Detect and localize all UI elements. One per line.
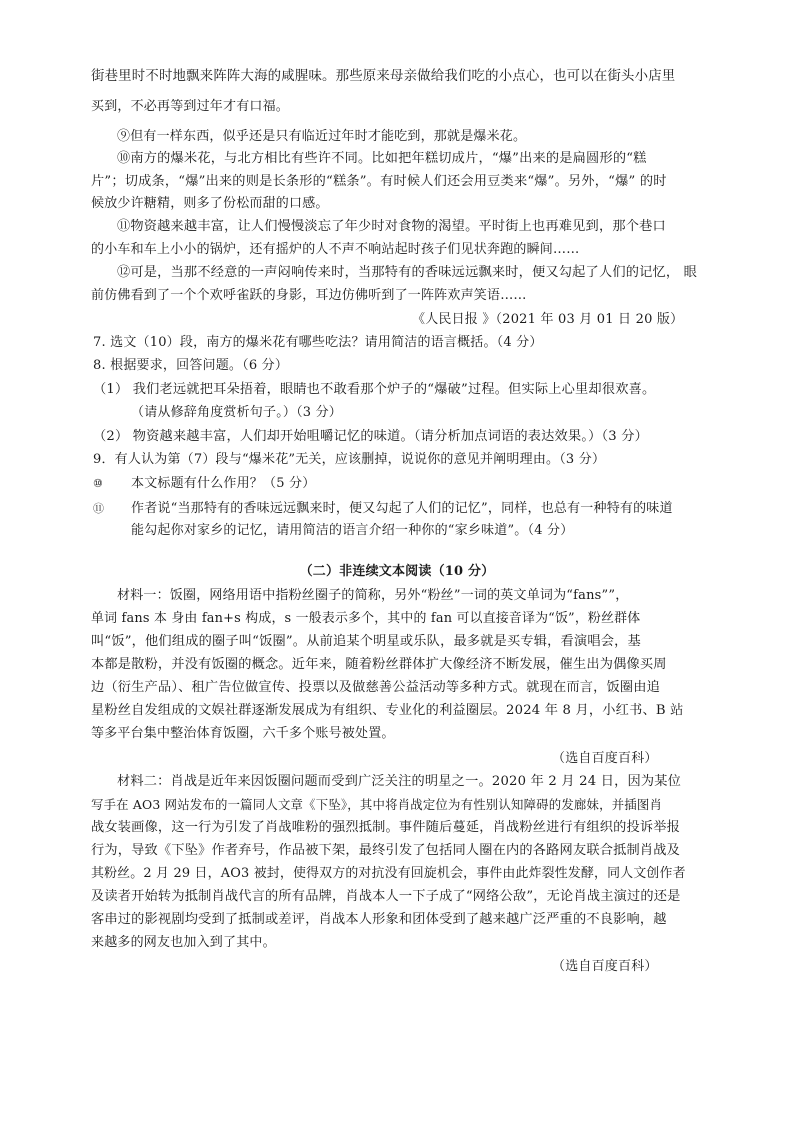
passage-paragraph-line: 前仿佛看到了一个个欢呼雀跃的身影，耳边仿佛听到了一阵阵欢声笑语……	[91, 288, 527, 303]
passage-paragraph-line: 买到，不必再等到过年才有口福。	[91, 99, 290, 114]
passage-paragraph-line: 候放少许糖精，则多了份松而甜的口感。	[91, 196, 329, 211]
passage-paragraph-line: 的小车和车上小小的锅炉，还有摇炉的人不声不响站起时孩子们见状奔跑的瞬间……	[91, 242, 580, 257]
material-1-line: 材料一：饭圈，网络用语中指粉丝圈子的简称，另外“粉丝”一词的英文单词为“fans””，	[117, 588, 629, 603]
question-11-line: 能勾起你对家乡的记忆，请用简洁的语言介绍一种你的“家乡味道”。（4 分）	[131, 523, 574, 538]
material-1-line: 单词 fans 本 身由 fan+s 构成，s 一般表示多个，其中的 fan 可以直接音译为“饭”，粉丝群体	[91, 611, 641, 626]
material-1-line: 本都是散粉，并没有饭圈的概念。近年来，随着粉丝群体扩大像经济不断发展，催生出为偶像买周	[91, 657, 667, 672]
question-11-line: 作者说“当那特有的香味远远飘来时，便又勾起了人们的记忆”，同样，也总有一种特有的味道	[131, 501, 673, 516]
question-9: 9．有人认为第（7）段与“爆米花”无关，应该删掉，说说你的意见并阐明理由。（3 分）	[93, 452, 606, 467]
passage-paragraph-line: 片”；切成条，“爆”出来的则是长条形的“糕条”。有时候人们还会用豆类来“爆”。另外，“爆” 的时	[91, 174, 667, 189]
material-1-line: 星粉丝自发组成的文娱社群逐渐发展成为有组织、专业化的利益圈层。2024 年 8 月，小红书、B 站	[91, 703, 684, 718]
question-11-number: ⑪	[93, 502, 105, 515]
material-1-line: 叫“饭”，他们组成的圈子叫“饭圈”。从前追某个明星或乐队，最多就是买专辑，看演唱会，基	[91, 634, 641, 649]
question-8: 8. 根据要求，回答问题。（6 分）	[93, 358, 289, 373]
material-2-line: 材料二：肖战是近年来因饭圈问题而受到广泛关注的明星之一。2020 年 2 月 24 日，因为某位	[117, 774, 682, 789]
question-7: 7. 选文（10）段，南方的爆米花有哪些吃法？请用简洁的语言概括。（4 分）	[93, 335, 543, 350]
material-1-source: （选自百度百科）	[552, 751, 658, 766]
question-8-1-instruction: （请从修辞角度赏析句子。）（3 分）	[131, 405, 343, 420]
material-2-source: （选自百度百科）	[552, 959, 658, 974]
passage-paragraph-line: ⑪物资越来越丰富，让人们慢慢淡忘了年少时对食物的渴望。平时街上也再难见到，那个巷口	[117, 219, 666, 234]
passage-paragraph-line: ⑫可是，当那不经意的一声闷响传来时，当那特有的香味远远飘来时，便又勾起了人们的记忆， 眼	[117, 265, 698, 280]
question-8-2: （2） 物资越来越丰富，人们却开始咀嚼记忆的味道。（请分析加点词语的表达效果。）（3 分）	[93, 429, 649, 444]
material-2-line: 战女装画像，这一行为引发了肖战唯粉的强烈抵制。事件随后蔓延，肖战粉丝进行有组织的投诉举报	[91, 820, 681, 835]
passage-paragraph-line: 街巷里时不时地飘来阵阵大海的咸腥味。那些原来母亲做给我们吃的小点心，也可以在街头小店里	[91, 69, 676, 84]
material-2-line: 及读者开始转为抵制肖战代言的所有品牌，肖战本人一下子成了“网络公敌”，无论肖战主演过的还是	[91, 889, 681, 904]
material-2-line: 其粉丝。2 月 29 日，AO3 被封，使得双方的对抗没有回旋机会，事件由此炸裂性发酵，同人文创作者	[91, 866, 686, 881]
passage-paragraph-line: ⑩南方的爆米花，与北方相比有些许不同。比如把年糕切成片，“爆”出来的是扁圆形的“糕	[117, 151, 647, 166]
material-1-line: 等多平台集中整治体育饭圈，六千多个账号被处置。	[91, 726, 395, 741]
question-10-number: ⑩	[93, 477, 104, 490]
question-10: 本文标题有什么作用？（5 分）	[131, 476, 316, 491]
passage-source: 《人民日报 》（2021 年 03 月 01 日 20 版）	[412, 312, 684, 327]
question-8-1: （1） 我们老远就把耳朵捂着，眼睛也不敢看那个炉子的“爆破”过程。但实际上心里却很欢喜。	[93, 382, 656, 397]
passage-paragraph-line: ⑨但有一样东西，似乎还是只有临近过年时才能吃到，那就是爆米花。	[117, 129, 527, 144]
material-1-line: 边（衍生产品）、租广告位做宣传、投票以及做慈善公益活动等多种方式。就现在而言，饭圈由追	[91, 680, 661, 695]
material-2-line: 写手在 AO3 网站发布的一篇同人文章《下坠》，其中将肖战定位为有性别认知障碍的发廊妹，并插图肖	[91, 797, 663, 812]
section-title: （二）非连续文本阅读（10 分）	[299, 564, 495, 579]
material-2-line: 行为，导致《下坠》作者弃号，作品被下架，最终引发了包括同人圈在内的各路网友联合抵制肖战及	[91, 843, 681, 858]
material-2-line: 来越多的网友也加入到了其中。	[91, 935, 276, 950]
material-2-line: 客串过的影视剧均受到了抵制或差评，肖战本人形象和团体受到了越来越广泛严重的不良影响，越	[91, 912, 667, 927]
